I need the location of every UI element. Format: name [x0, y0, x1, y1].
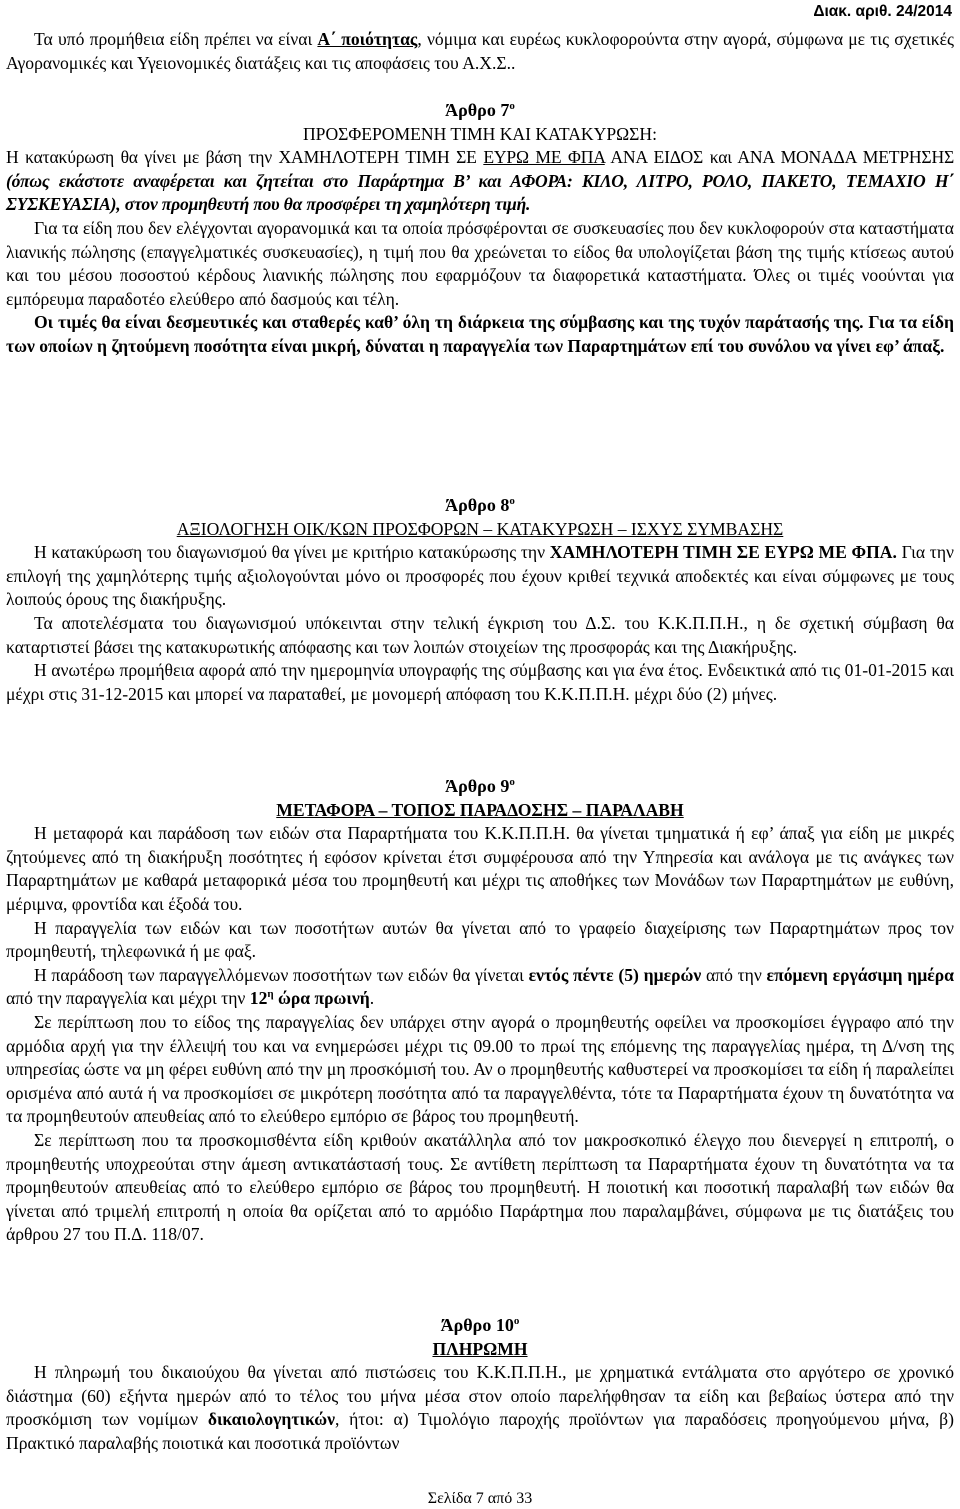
article-8-paragraph-2: Τα αποτελέσματα του διαγωνισμού υπόκεινται στην τελική έγκριση του Δ.Σ. του Κ.Κ.Π.Π.Η., η δε σχετική σύμβαση θα καταρτιστεί βάσει της κατακυρωτικής απόφασης και των λοιπών στοιχείων της προσφοράς και της Διακήρυξης.	[6, 612, 954, 657]
article-8-p1b: ΧΑΜΗΛΟΤΕΡΗ ΤΙΜΗ ΣΕ ΕΥΡΩ ΜΕ ΦΠΑ.	[549, 542, 897, 563]
article-9-p3g: η	[267, 988, 274, 1001]
article-7-p1a: Η κατακύρωση θα γίνει με βάση την ΧΑΜΗΛΟΤΕΡΗ ΤΙΜΗ ΣΕ	[6, 147, 484, 168]
article-9-p3d: επόμενη εργάσιμη ημέρα	[766, 964, 954, 985]
article-9-paragraph-5: Σε περίπτωση που τα προσκομισθέντα είδη κριθούν ακατάλληλα από τον μακροσκοπικό έλεγχο που διενεργεί η επιτροπή, ο προμηθευτής υποχρεούται στην άμεση αντικατάστασή τους. Σε αντίθετη περίπτωση τα Παραρτήματα έχουν τη δυνατότητα να τα προμηθευτούν απευθείας από το ελεύθερο εμπόριο σε βάρος του προμηθευτή. Η ποιοτική και ποσοτική παραλαβή των ειδών θα γίνεται από τριμελή επιτροπή η οποία θα ορίζεται από το αρμόδιο Παράρτημα που παραλαμβάνει, σύμφωνα με τις διατάξεις του άρθρου 27 του Π.Δ. 118/07.	[6, 1129, 954, 1245]
article-7	[6, 99, 954, 359]
article-7-heading-text: ΠΡΟΣΦΕΡΟΜΕΝΗ ΤΙΜΗ ΚΑΙ ΚΑΤΑΚΥΡΩΣΗ	[302, 123, 653, 144]
article-10-title-text: Άρθρο 10	[440, 1315, 514, 1335]
article-9-title-text: Άρθρο 9	[445, 776, 510, 796]
article-7-heading-colon: :	[652, 123, 658, 144]
article-9-heading: ΜΕΤΑΦΟΡΑ – ΤΟΠΟΣ ΠΑΡΑΔΟΣΗΣ – ΠΑΡΑΛΑΒΗ	[276, 799, 684, 820]
article-8-heading: ΑΞΙΟΛΟΓΗΣΗ ΟΙΚ/ΚΩΝ ΠΡΟΣΦΟΡΩΝ – ΚΑΤΑΚΥΡΩΣΗ – ΙΣΧΥΣ ΣΥΜΒΑΣΗΣ	[176, 518, 784, 539]
article-8	[6, 494, 954, 706]
article-9-paragraph-1: Η μεταφορά και παράδοση των ειδών στα Παραρτήματα του Κ.Κ.Π.Π.Η. θα γίνεται τμηματικά ή εφ’ άπαξ για είδη με μικρές ζητούμενες από τη διακήρυξη ποσότητες ή εφόσον κρίνεται έτσι συμφέρουσα από την Υπηρεσία και ανάλογα με τις ανάγκες των Παραρτημάτων με καθαρά μεταφορικά μέσα του προμηθευτή και μέχρι τις αποθήκες των Μονάδων των Παραρτημάτων με ευθύνη, μέριμνα, φροντίδα και έξοδά του.	[6, 823, 954, 914]
article-8-paragraph-1	[6, 541, 954, 612]
article-8-p1c: Για την επιλογή της χαμηλότερης τιμής αξιολογούνται μόνο οι προσφορές που έχουν κριθεί τεχνικά αποδεκτές και είναι σύμφωνες με τους λοιπούς όρους της διακήρυξης.	[6, 542, 955, 610]
article-9-p3f: 12	[249, 988, 268, 1009]
article-10-p1c: , ήτοι: α) Τιμολόγιο παροχής προϊόντων για παραδόσεις προηγούμενου μήνα, β) Πρακτικό παραλαβής ποιοτικά και ποσοτικά προϊόντων	[6, 1409, 954, 1453]
article-7-title	[6, 99, 954, 123]
article-7-title-sup: ο	[509, 100, 515, 112]
article-9-paragraph-2: Η παραγγελία των ειδών και των ποσοτήτων αυτών θα γίνεται από το γραφείο διαχείρισης των Παραρτημάτων προς τον προμηθευτή, τηλεφωνικά ή με φαξ.	[6, 917, 954, 962]
article-10-title	[6, 1314, 954, 1338]
article-8-title-sup: ο	[509, 495, 515, 507]
article-9-title	[6, 775, 954, 799]
intro-text-1: Τα υπό προμήθεια είδη πρέπει να είναι	[34, 29, 318, 49]
quality-emphasis: Α΄ ποιότητας	[317, 29, 418, 49]
article-10-p1a: Η πληρωμή του δικαιούχου θα γίνεται από πιστώσεις του Κ.Κ.Π.Π.Η., με χρηματικά εντάλματα στο αργότερο σε χρονικό διάστημα (60) εξήντα ημερών από το τέλος του μήνα μέσα στον οποίο παρελήφθησαν τα είδη και βεβαίως ύστερα από την προσκόμιση των νομίμων	[6, 1362, 954, 1430]
page-number: Σελίδα 7 από 33	[427, 1490, 533, 1507]
article-9-p3b: εντός πέντε (5) ημερών	[528, 964, 702, 985]
article-8-paragraph-3: Η ανωτέρω προμήθεια αφορά από την ημερομηνία υπογραφής της σύμβασης και για ένα έτος. Ενδεικτικά από τις 01-01-2015 και μέχρι στις 31-12-2015 και μπορεί να παραταθεί, με μονομερή απόφαση του Κ.Κ.Π.Π.Η. μέχρι δύο (2) μήνες.	[6, 660, 954, 704]
article-10-paragraph-1	[6, 1361, 954, 1455]
article-7-paragraph-2: Για τα είδη που δεν ελέγχονται αγορανομικά και τα οποία πρόσφέρονται σε συσκευασίες που δεν κυκλοφορούν στα καταστήματα λιανικής πώλησης (επαγγελματικές συσκευασίες), η τιμή που θα χρεώνεται το είδος θα υπολογίζεται βάση της τιμής κτίσεως αυτού και του μέσου ποσοστού κέρδους λιανικής πώλησης που εφαρμόζουν τα διαφορετικά καταστήματα. Όλες οι τιμές νοούνται για εμπόρευμα παραδοτέο ελεύθερο από δασμούς και τέλη.	[6, 217, 954, 309]
article-8-p1a: Η κατακύρωση του διαγωνισμού θα γίνει με κριτήριο κατακύρωσης την	[34, 542, 550, 563]
article-9-p3c: από την	[701, 964, 767, 985]
article-7-heading	[6, 123, 954, 147]
article-9-p3h: ώρα πρωινή	[273, 988, 370, 1009]
article-7-p1c: ΑΝΑ ΕΙΔΟΣ και ΑΝΑ ΜΟΝΑΔΑ ΜΕΤΡΗΣΗΣ	[604, 147, 955, 168]
article-9-paragraph-3	[6, 964, 954, 1011]
article-7-title-text: Άρθρο 7	[445, 100, 510, 120]
article-7-p1b: ΕΥΡΩ ΜΕ ΦΠΑ	[483, 147, 605, 168]
article-9-p3a: Η παράδοση των παραγγελλόμενων ποσοτήτων των ειδών θα γίνεται	[34, 964, 529, 985]
article-9-paragraph-4: Σε περίπτωση που το είδος της παραγγελίας δεν υπάρχει στην αγορά ο προμηθευτής οφείλει να προσκομίσει έγγραφο από την αρμόδια αρχή για την έλλειψή του και να ενημερώσει μέχρι τις 09.00 το πρωί της επόμενης της παραγγελίας ημέρα, τη Δ/νση της υπηρεσίας ώστε να μη φέρει ευθύνη από την μη προσκόμισή του. Αν ο προμηθευτής καθυστερεί να προσκομίσει τα είδη ή παραλείπει ορισμένα από αυτά ή να προσκομίσει σε μικρότερη ποσότητα από τα παραγγελθέντα, τότε τα Παραρτήματα έχουν τη δυνατότητα να τα προμηθευτούν απευθείας από το ελεύθερο εμπόριο σε βάρος του προμηθευτή.	[6, 1011, 954, 1127]
article-7-p1d: (όπως εκάστοτε αναφέρεται και ζητείται στο Παράρτημα Β’ και ΑΦΟΡΑ: ΚΙΛΟ, ΛΙΤΡΟ, ΡΟΛΟ, ΠΑΚΕΤΟ, ΤΕΜΑΧΙΟ Η΄ ΣΥΣΚΕΥΑΣΙΑ), στον προμηθευτή που θα προσφέρει τη χαμηλότερη τιμή.	[6, 170, 954, 215]
article-10	[6, 1314, 954, 1456]
article-9-p3e: από την παραγγελία και μέχρι την	[6, 988, 250, 1009]
article-8-title-text: Άρθρο 8	[445, 495, 510, 515]
article-8-title	[6, 494, 954, 518]
article-9	[6, 775, 954, 1247]
article-9-title-sup: ο	[509, 776, 515, 788]
intro-text-2: , νόμιμα και ευρέως κυκλοφορούντα στην αγορά, σύμφωνα με τις σχετικές Αγορανομικές και Υγειονομικές διατάξεις και τις αποφάσεις του Α.Χ.Σ..	[6, 29, 954, 73]
article-10-title-sup: ο	[513, 1315, 520, 1327]
intro-section	[6, 28, 954, 75]
article-10-p1b: δικαιολογητικών	[207, 1409, 335, 1430]
article-9-p3i: .	[369, 988, 375, 1009]
article-10-heading: ΠΛΗΡΩΜΗ	[432, 1338, 528, 1359]
document-reference: Διακ. αριθ. 24/2014	[813, 3, 952, 20]
intro-paragraph	[6, 28, 954, 75]
article-7-paragraph-3: Οι τιμές θα είναι δεσμευτικές και σταθερές καθ’ όλη τη διάρκεια της σύμβασης και της τυχόν παράτασής της. Για τα είδη των οποίων η ζητούμενη ποσότητα είναι μικρή, δύναται η παραγγελία των Παραρτημάτων επί του συνόλου να γίνει εφ’ άπαξ.	[6, 312, 954, 356]
article-7-paragraph-1	[6, 146, 954, 217]
